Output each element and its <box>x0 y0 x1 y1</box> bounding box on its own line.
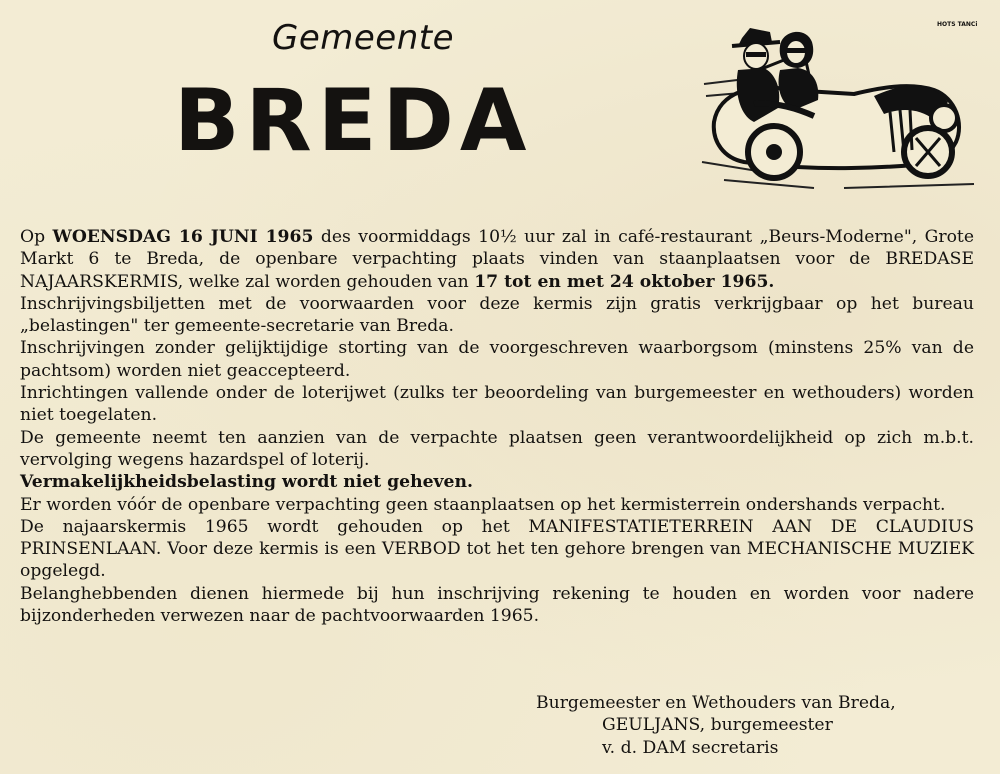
couple-in-car-illustration <box>694 12 990 198</box>
header-subtitle: Gemeente <box>272 18 455 58</box>
signature-line: Burgemeester en Wethouders van Breda, <box>536 693 896 713</box>
notice-body <box>20 226 974 627</box>
header-title: BREDA <box>174 71 533 171</box>
secretary-signature: v. d. DAM secretaris <box>602 738 779 758</box>
notice-paragraph: Inschrijvingsbiljetten met de voorwaarden voor deze kermis zijn gratis verkrijgbaar op het bureau „belastingen" ter gemeente-secretarie van Breda. <box>20 293 974 337</box>
text-run: des voormiddags 10½ uur zal in café-restaurant „Beurs-Moderne", Grote Markt 6 te Breda, de openbare verpachting plaats vinden van staanplaatsen voor de BREDASE NAJAARSKERMIS, welke zal worden gehouden van <box>20 227 975 292</box>
notice-paragraph: Er worden vóór de openbare verpachting geen staanplaatsen op het kermisterrein ondershands verpacht. <box>20 494 946 515</box>
tax-notice: Vermakelijkheidsbelasting wordt niet geheven. <box>20 472 473 493</box>
notice-paragraph <box>20 226 974 293</box>
date-highlight: WOENSDAG 16 JUNI 1965 <box>52 227 314 247</box>
notice-paragraph: De gemeente neemt ten aanzien van de verpachte plaatsen geen verantwoordelijkheid op zich m.b.t. vervolging wegens hazardspel of loterij. <box>20 427 974 470</box>
notice-paragraph: Inrichtingen vallende onder de loterijwet (zulks ter beoordeling van burgemeester en wethouders) worden niet toegelaten. <box>20 383 974 426</box>
kermis-dates: 17 tot en met 24 oktober 1965. <box>474 271 775 292</box>
artist-mark: HOTS TANCi <box>937 21 978 28</box>
mayor-signature: GEULJANS, burgemeester <box>602 715 833 735</box>
notice-paragraph: Belanghebbenden dienen hiermede bij hun inschrijving rekening te houden en worden voor nadere bijzonderheden verwezen naar de pachtvoorwaarden 1965. <box>20 583 974 627</box>
notice-paragraph: De najaarskermis 1965 wordt gehouden op het MANIFESTATIETERREIN AAN DE CLAUDIUS PRINSENLAAN. Voor deze kermis is een VERBOD tot het ten gehore brengen van MECHANISCHE MUZIEK opgelegd. <box>20 516 974 582</box>
text-run: Op <box>20 227 53 247</box>
notice-paragraph: Inschrijvingen zonder gelijktijdige storting van de voorgeschreven waarborgsom (minstens 25% van de pachtsom) worden niet geaccepteerd. <box>20 338 974 381</box>
